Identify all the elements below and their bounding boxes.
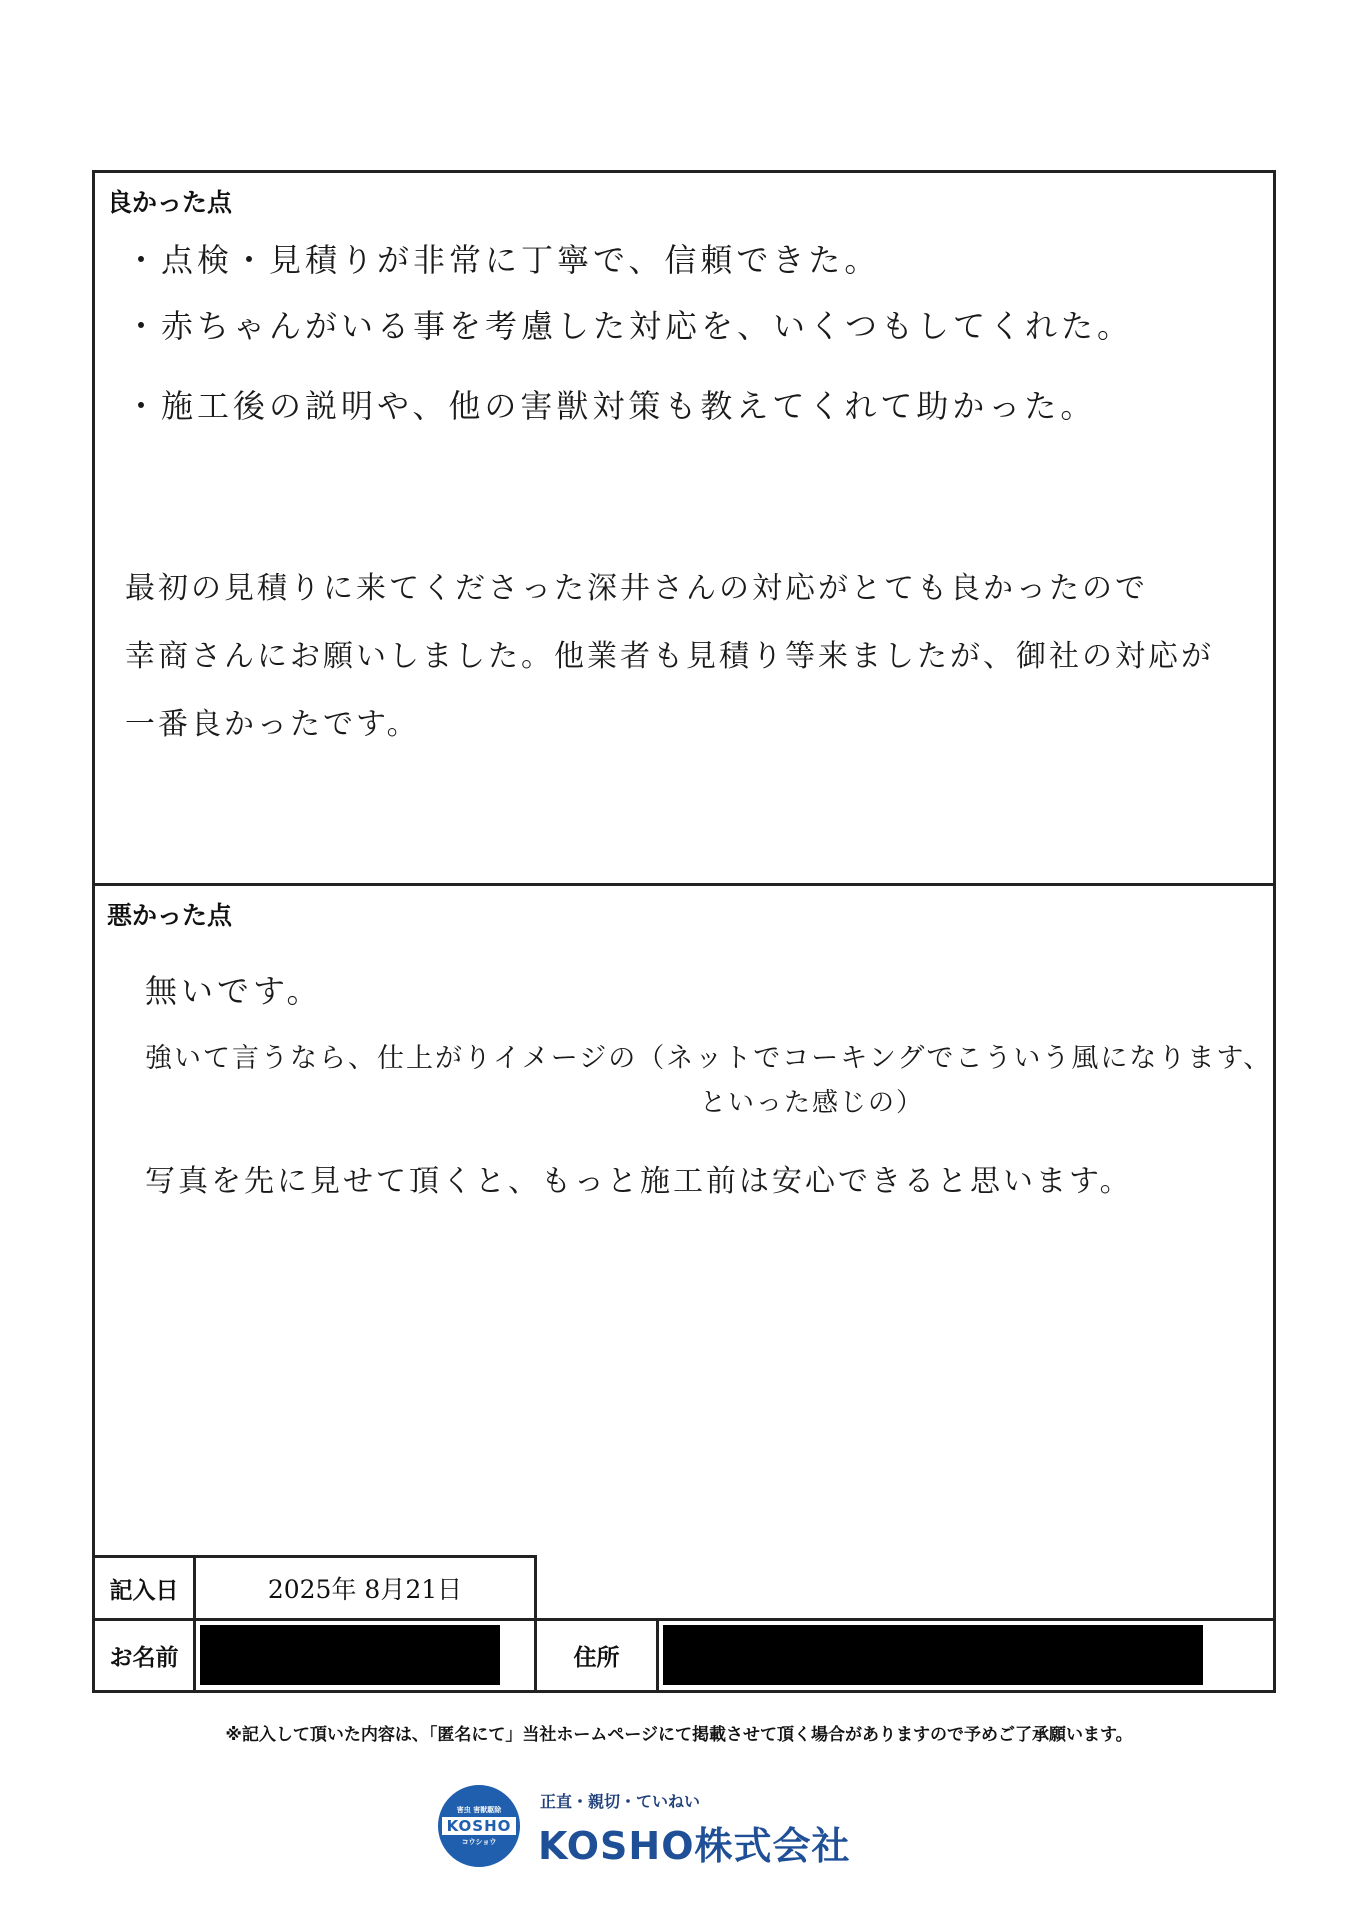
date-value: 2025年 8月21日 — [193, 1555, 537, 1621]
bad-line-1: 無いです。 — [145, 972, 323, 1010]
badge-bottom-text: コウショウ — [461, 1838, 497, 1846]
address-field — [656, 1618, 1276, 1693]
name-field — [193, 1618, 537, 1693]
name-redaction — [200, 1625, 500, 1685]
bad-points-section — [95, 886, 1273, 1559]
company-name: KOSHO株式会社 — [538, 1824, 851, 1868]
badge-main-text: KOSHO — [442, 1817, 516, 1835]
company-logo — [438, 1785, 858, 1880]
bad-line-2: 強いて言うなら、仕上がりイメージの（ネットでコーキングでこういう風になります、 — [145, 1043, 1273, 1074]
address-redaction — [663, 1625, 1203, 1685]
good-points-title: 良かった点 — [107, 188, 233, 217]
publication-notice: ※記入して頂いた内容は、「匿名にて」当社ホームページにて掲載させて頂く場合がありますので予めご了承願います。 — [225, 1725, 1133, 1745]
good-comment-line-3: 一番良かったです。 — [125, 707, 420, 742]
bad-line-3: といった感じの） — [700, 1088, 925, 1118]
badge-top-text: 害虫 害獣駆除 — [456, 1806, 502, 1814]
good-points-section — [95, 173, 1273, 886]
date-label: 記入日 — [92, 1555, 196, 1621]
address-label: 住所 — [534, 1618, 659, 1693]
good-comment-line-1: 最初の見積りに来てくださった深井さんの対応がとても良かったので — [125, 571, 1148, 606]
good-line-2: ・赤ちゃんがいる事を考慮した対応を、いくつもしてくれた。 — [125, 307, 1134, 345]
company-tagline: 正直・親切・ていねい — [540, 1792, 701, 1811]
good-line-3: ・施工後の説明や、他の害獣対策も教えてくれて助かった。 — [125, 387, 1097, 425]
kosho-badge-icon — [438, 1785, 520, 1867]
bad-line-4: 写真を先に見せて頂くと、もっと施工前は安心できると思います。 — [145, 1164, 1133, 1199]
bad-points-title: 悪かった点 — [107, 901, 233, 930]
survey-form — [92, 170, 1276, 1693]
name-label: お名前 — [92, 1618, 196, 1693]
good-comment-line-2: 幸商さんにお願いしました。他業者も見積り等来ましたが、御社の対応が — [125, 639, 1214, 674]
good-line-1: ・点検・見積りが非常に丁寧で、信頼できた。 — [125, 241, 881, 279]
